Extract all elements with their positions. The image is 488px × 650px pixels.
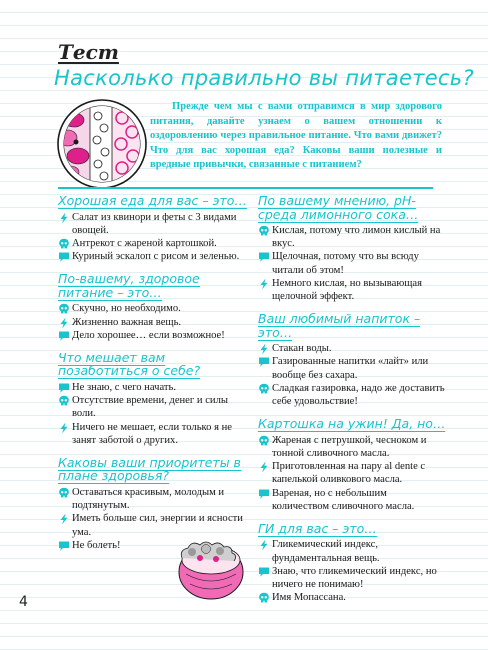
skull-icon [58,303,70,315]
answer-text: Вареная, но с небольшим количеством сливочного масла. [272,487,415,512]
question-block [58,351,250,447]
answer-text: Жареная с петрушкой, чесноком и тонной сливочного масла. [272,434,427,459]
answer-text: Ничего не мешает, если только я не занят заботой о других. [72,421,232,446]
question-heading [58,456,250,483]
question-heading [258,312,446,339]
skull-icon [58,395,70,407]
question-block [258,312,446,408]
answer-text: Иметь больше сил, энергии и ясности ума. [72,513,243,538]
answer-text: Не болеть! [72,539,121,551]
answer-text: Имя Мопассана. [272,592,346,604]
answer-option [258,565,446,591]
lightning-icon [58,422,70,434]
answer-text: Щелочная, потому что вы всюду читали об этом! [272,251,419,276]
answer-text: Сладкая газировка, надо же доставить себе удовольствие! [272,382,445,408]
question-text: Ваш любимый напиток – это… [258,311,421,340]
answer-option [258,355,446,381]
skull-icon [258,592,270,604]
answer-option [258,277,446,303]
lightning-icon [258,278,270,290]
answer-option [258,538,446,564]
plate-illustration [56,98,148,190]
speech-bubble-icon [58,251,70,263]
answer-option [58,421,250,447]
answer-text: Оставаться красивым, молодым и подтянутым. [72,486,225,512]
answer-option [58,237,250,250]
answer-option [258,224,446,250]
question-heading [258,194,446,221]
speech-bubble-icon [58,330,70,342]
speech-bubble-icon [58,540,70,552]
answer-text: Отсутствие времени, денег и силы воли. [72,395,228,420]
answer-option [58,316,250,329]
question-block [58,272,250,342]
lightning-icon [58,513,70,525]
answer-text: Салат из квинори и феты с 3 видами овощей. [72,211,237,236]
question-block [258,522,446,605]
speech-bubble-icon [258,356,270,368]
answer-option [258,434,446,460]
answer-text: Жизненно важная вещь. [72,316,182,328]
answer-option [58,381,250,394]
test-label: Тест [58,40,119,64]
question-heading [58,194,250,208]
answer-text: Немного кислая, но вызывающая щелочной эффект. [272,277,422,303]
intro-text: Прежде чем мы с вами отправимся в мир здорового питания, давайте узнаем о вашем отношении к оздоровлению через правильное питание. Что вами движет? Что для вас хорошая еда? Каковы ваши полезные и вредные привычки, связанные с питанием? [150,101,442,171]
right-column [258,194,446,613]
answer-text: Знаю, что гликемический индекс, но ничего не понимаю! [272,565,437,591]
answer-text: Приготовленная на пару al dente с капелькой оливкового масла. [272,461,426,486]
lightning-icon [58,317,70,329]
page-number: 4 [19,594,28,610]
skull-icon [58,487,70,499]
answer-option [58,211,250,237]
question-heading [258,522,446,536]
left-column [58,194,250,561]
question-block [258,417,446,513]
skull-icon [58,238,70,250]
answer-option [258,382,446,408]
lightning-icon [58,212,70,224]
answer-option [58,486,250,512]
salad-bowl-illustration [176,530,246,602]
question-text: Хорошая еда для вас – это… [58,193,247,208]
answer-option [58,394,250,420]
answer-text: Дело хорошее… если возможное! [72,329,225,341]
lightning-icon [258,539,270,551]
question-text: По-вашему, здоровое питание – это… [58,271,200,300]
answer-option [58,302,250,315]
question-text: Каковы ваши приоритеты в плане здоровья? [58,454,241,484]
question-text: Картошка на ужин! Да, но… [258,416,446,432]
speech-bubble-icon [258,488,270,500]
question-text: Что мешает вам позаботиться о себе? [58,349,201,379]
question-heading [58,351,250,378]
answer-text: Не знаю, с чего начать. [72,381,176,393]
skull-icon [258,435,270,447]
answer-text: Гликемический индекс, фундаментальная вещь. [272,539,380,564]
answer-text: Скучно, но необходимо. [72,303,181,315]
answer-text: Кислая, потому что лимон кислый на вкус. [272,225,441,250]
speech-bubble-icon [58,382,70,394]
page-title: Насколько правильно вы питаетесь? [54,66,474,90]
header-divider [58,187,433,189]
answer-option [58,329,250,342]
question-text: ГИ для вас – это… [258,520,377,536]
lightning-icon [258,461,270,473]
speech-bubble-icon [258,251,270,263]
skull-icon [258,383,270,395]
question-heading [258,417,446,431]
answer-option [58,250,250,263]
skull-icon [258,225,270,237]
lightning-icon [258,343,270,355]
answer-text: Антрекот с жареной картошкой. [72,237,217,249]
answer-option [258,342,446,355]
answer-text: Куриный эскалоп с рисом и зеленью. [72,251,240,263]
question-heading [58,272,250,299]
answer-option [258,250,446,276]
answer-text: Газированные напитки «лайт» или вообще без сахара. [272,356,429,381]
question-text: По вашему мнению, рН-среда лимонного сока… [258,193,419,222]
answer-option [258,487,446,513]
question-block [58,194,250,263]
speech-bubble-icon [258,566,270,578]
answer-option [258,591,446,604]
answer-text: Стакан воды. [272,343,332,355]
answer-option [258,460,446,486]
question-block [258,194,446,303]
